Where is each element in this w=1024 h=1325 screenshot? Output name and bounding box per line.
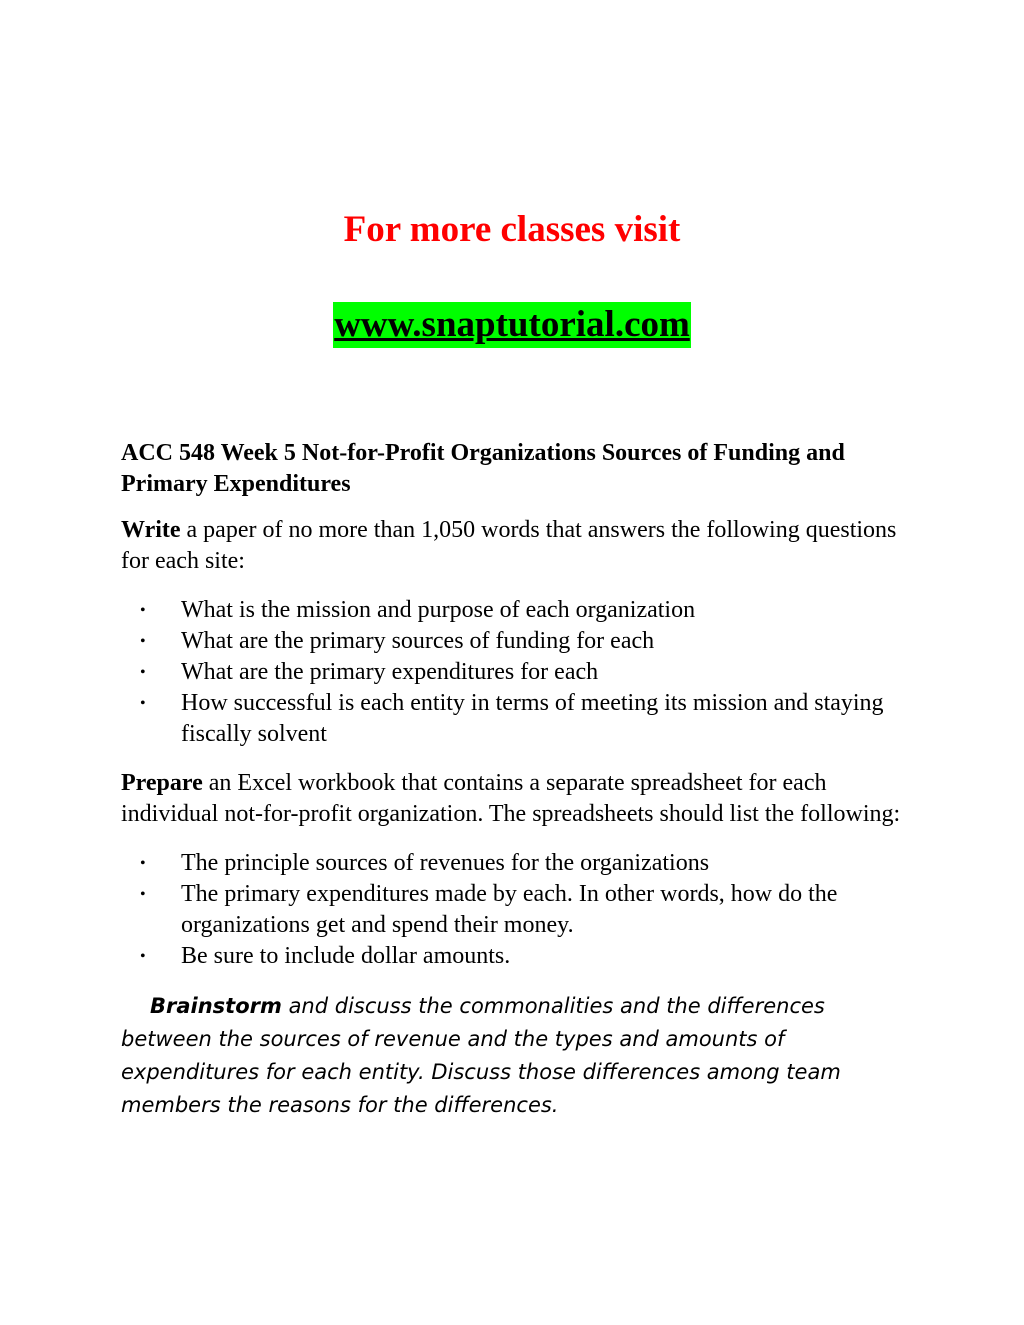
- bullet-icon: •: [140, 948, 146, 965]
- brainstorm-lead: Brainstorm: [150, 994, 282, 1018]
- list-item-text: How successful is each entity in terms of meeting its mission and staying fiscally solvent: [181, 690, 884, 747]
- list-item-text: What are the primary sources of funding for each: [181, 628, 655, 654]
- bullet-icon: •: [140, 602, 146, 619]
- write-lead: Write: [121, 517, 181, 543]
- list-item-text: What are the primary expenditures for each: [181, 659, 599, 685]
- write-paragraph: [121, 515, 911, 577]
- brainstorm-paragraph: [121, 990, 911, 1122]
- document-body: [121, 438, 911, 1122]
- promo-link[interactable]: www.snaptutorial.com: [333, 302, 691, 348]
- write-text: a paper of no more than 1,050 words that answers the following questions for each site:: [121, 517, 897, 574]
- prepare-bullet-list: [121, 848, 911, 972]
- bullet-icon: •: [140, 855, 146, 872]
- list-item-text: Be sure to include dollar amounts.: [181, 943, 511, 969]
- list-item-text: The principle sources of revenues for the organizations: [181, 850, 710, 876]
- list-item: [121, 657, 911, 688]
- list-item-text: What is the mission and purpose of each organization: [181, 597, 696, 623]
- promo-heading: For more classes visit: [343, 209, 681, 250]
- prepare-lead: Prepare: [121, 770, 203, 796]
- prepare-paragraph: [121, 768, 911, 830]
- write-bullet-list: [121, 595, 911, 750]
- list-item: [121, 941, 911, 972]
- bullet-icon: •: [140, 695, 146, 712]
- prepare-text: an Excel workbook that contains a separate spreadsheet for each individual not-for-profit organization. The spreadsheets should list the following:: [121, 770, 901, 827]
- list-item: [121, 848, 911, 879]
- bullet-icon: •: [140, 633, 146, 650]
- list-item: [121, 595, 911, 626]
- list-item-text: The primary expenditures made by each. In other words, how do the organizations get and spend their money.: [181, 881, 838, 938]
- brainstorm-text: and discuss the commonalities and the differences between the sources of revenue and the types and amounts of expenditures for each entity. Discuss those differences among team members the reasons for the differences.: [121, 994, 841, 1117]
- list-item: [121, 626, 911, 657]
- bullet-icon: •: [140, 886, 146, 903]
- document-title: ACC 548 Week 5 Not-for-Profit Organizations Sources of Funding and Primary Expenditures: [121, 440, 845, 497]
- promo-link-container: [0, 302, 1024, 348]
- list-item: [121, 879, 911, 941]
- bullet-icon: •: [140, 664, 146, 681]
- list-item: [121, 688, 911, 750]
